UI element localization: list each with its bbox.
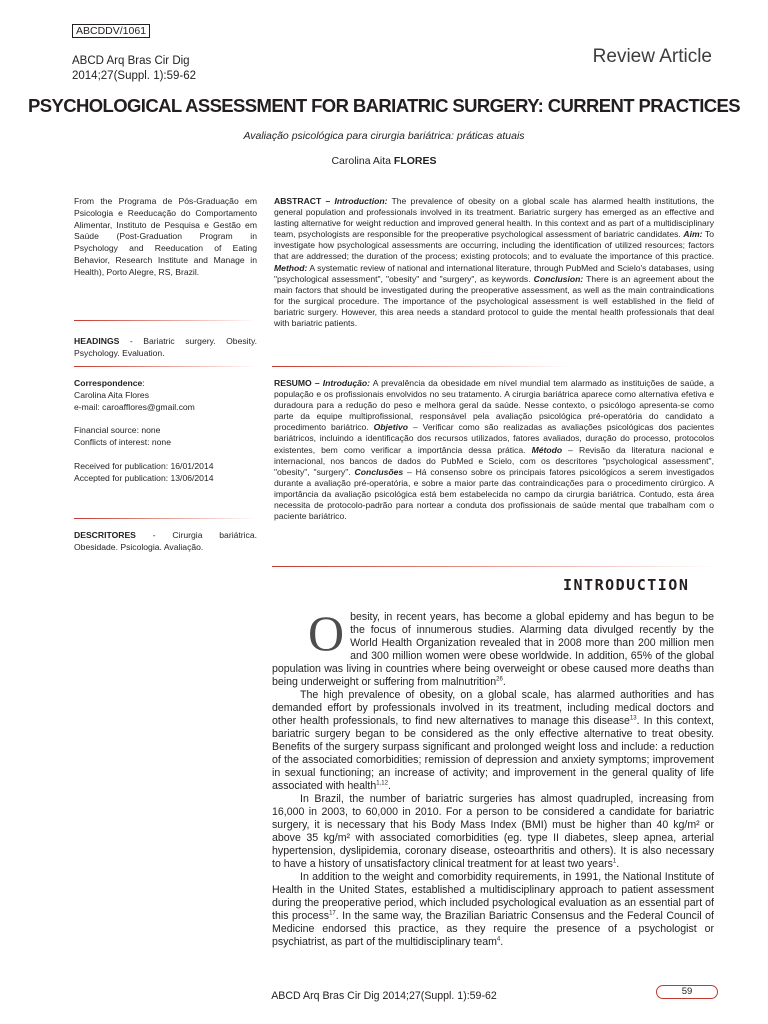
page-number: 59 [656, 985, 718, 999]
sidebar-divider [74, 320, 257, 321]
journal-volume: 2014;27(Suppl. 1):59-62 [72, 70, 197, 82]
paragraph: In addition to the weight and comorbidity requirements, in 1991, the National Institute of Health in the United States, established a multidisciplinary approach to patient assessment during the preoperative period, which included psychological evaluation as an essential part of this process$^{17}$. In the same way, the Brazilian Bariatric Consensus and the Federal Council of Medicine endorsed this practice, as they require the presence of a psychologist or psychiatrist, as part of the multidisciplinary team$^4$. [272, 871, 714, 948]
affiliation: From the Programa de Pós-Graduação em Psicologia e Reeducação do Comportamento Alimentar, Instituto de Pesquisa e Gestão em Saúde (Post-Graduation Program in Psychology and Reeducation of Eating Behavior, Research Institute and Manage in Health), Porto Alegre, RS, Brazil. [74, 196, 257, 277]
author [0, 155, 768, 167]
headings-label: HEADINGS [74, 336, 120, 346]
journal-name: ABCD Arq Bras Cir Dig [72, 55, 190, 67]
descritores-text: - Cirurgia bariátrica. Obesidade. Psicologia. Avaliação. [74, 530, 257, 552]
financial-source: Financial source: none [74, 425, 161, 436]
resumo: RESUMO – Introdução: A prevalência da obesidade em nível mundial tem alarmado as instituições de saúde, a população e os profissionais envolvidos no seu tratamento. A cirurgia bariátrica aparece como alternativa efetiva e duradoura para a redução do peso e melhora geral da saúde. Nesse contexto, o psicólogo apresenta-se como parte da equipe multiprofissional, responsável pela avaliação psicológica pré-operatória do candidato a procedimento bariátrico. Objetivo – Verificar como são realizadas as avaliações psicológicas dos pacientes bariátricos, incluindo a identificação dos recursos utilizados, fatores avaliados, duração do processo, protocolos existentes, bem como verificar a importância dessa prática. Método – Revisão da literatura nacional e internacional, nos bancos de dados do PubMed e Scielo, com os descritores "psychological assessment", "obesity", "surgery". Conclusões – Há consenso sobre os principais fatores psicológicos a serem investigados durante a avaliação pré-operatória, e sobre a maior parte das contraindicações para o procedimento cirúrgico. A importância da avaliação psicológica está bem estabelecida no campo da cirurgia bariátrica. Contudo, esta área necessita de protocolo-padrão para nortear a conduta dos profissionais de saúde mental que trabalham com o paciente bariátrico. [274, 378, 714, 522]
introduction-heading: INTRODUCTION [563, 576, 690, 594]
correspondence-block [74, 378, 257, 485]
article-type: Review Article [592, 46, 712, 67]
paragraph: In Brazil, the number of bariatric surgeries has almost quadrupled, increasing from 16,000 in 2003, to 60,000 in 2010. For a person to be considered a candidate for bariatric surgery, it is necessary that his Body Mass Index (BMI) must be higher than 40 kg/m² or above 35 kg/m² with associated comorbidities (eg. type II diabetes, sleep apnea, arterial hypertension, dyslipidemia, coronary disease, osteoarthritis and others). It is also necessary to have a history of unsatisfactory clinical treatment for at least two years$^1$. [272, 793, 714, 870]
descritores-keywords [74, 530, 257, 554]
correspondence-email: e-mail: caroafflores@gmail.com [74, 401, 195, 412]
sidebar-divider [74, 518, 257, 519]
author-first-name: Carolina Aita [331, 155, 394, 167]
author-last-name: FLORES [393, 155, 437, 167]
abstract-divider [272, 366, 572, 367]
received-date: Received for publication: 16/01/2014 [74, 460, 214, 471]
headings-text: - Bariatric surgery. Obesity. Psychology. Evaluation. [74, 336, 257, 358]
headings-keywords [74, 336, 257, 360]
descritores-label: DESCRITORES [74, 530, 136, 540]
footer-citation: ABCD Arq Bras Cir Dig 2014;27(Suppl. 1):59-62 [271, 990, 497, 1002]
introduction-body [272, 605, 714, 949]
article-subtitle: Avaliação psicológica para cirurgia bariátrica: práticas atuais [243, 130, 525, 142]
section-divider [272, 566, 717, 567]
correspondence-name: Carolina Aita Flores [74, 389, 149, 400]
paragraph: The high prevalence of obesity, on a global scale, has alarmed authorities and has demanded effort by professionals involved in its treatment, including medical doctors and other health professionals, to find new alternatives to manage this disease$^{13}$. In this context, bariatric surgery began to be considered as the only effective alternative to treat obesity. Benefits of the surgery surpass significant and prolonged weight loss and include: a reduction of the associated comorbidities; remission of depression and anxiety symptoms; improvement in sexual functioning; an increase of activity; and improvement in the general quality of life associated with health$^{1,12}$. [272, 689, 714, 792]
abstract: ABSTRACT – Introduction: The prevalence of obesity on a global scale has alarmed health institutions, the general population and professionals involved in its treatment. Bariatric surgery has emerged as an effective and lasting alternative for weight reduction and improved general health. In this context and as part of a multidisciplinary team, psychologists are responsible for the preoperative psychological assessment of bariatric candidates. Aim: To investigate how psychological assessments are occurring, including the identification of utilized resources; factors that are addressed; the duration of the process; existing protocols; and to evaluate the importance of this practice. Method: A systematic review of national and international literature, through PubMed and Scielo's databases, using "psychological assessment", "obesity" and "surgery", as keywords. Conclusion: There is an agreement about the main factors that should be investigated during the preoperative assessment, as well as the main contraindications for the surgical procedure. The importance of the psychological assessment is well established in the field of bariatric surgery. However, this area needs a standard protocol to guide the mental health professionals that deal with bariatric patients. [274, 196, 715, 329]
accepted-date: Accepted for publication: 13/06/2014 [74, 472, 214, 483]
document-id: ABCDDV/1061 [72, 24, 150, 38]
article-title: PSYCHOLOGICAL ASSESSMENT FOR BARIATRIC SURGERY: CURRENT PRACTICES [27, 95, 740, 116]
sidebar-divider [74, 366, 257, 367]
drop-cap: O [308, 605, 345, 661]
correspondence-label: Correspondence: [74, 378, 145, 388]
conflicts-of-interest: Conflicts of interest: none [74, 437, 171, 448]
paragraph: Obesity, in recent years, has become a global epidemy and has begun to be the focus of innumerous studies. Alarming data divulged recently by the World Health Organization revealed that in 2008 more than 200 million men and 300 million women were obese worldwide. In addition, 65% of the global population was living in countries where being overweight or obese caused more deaths than being underweight or suffering from malnutrition$^{26}$. [272, 605, 714, 688]
journal-citation [72, 54, 196, 84]
